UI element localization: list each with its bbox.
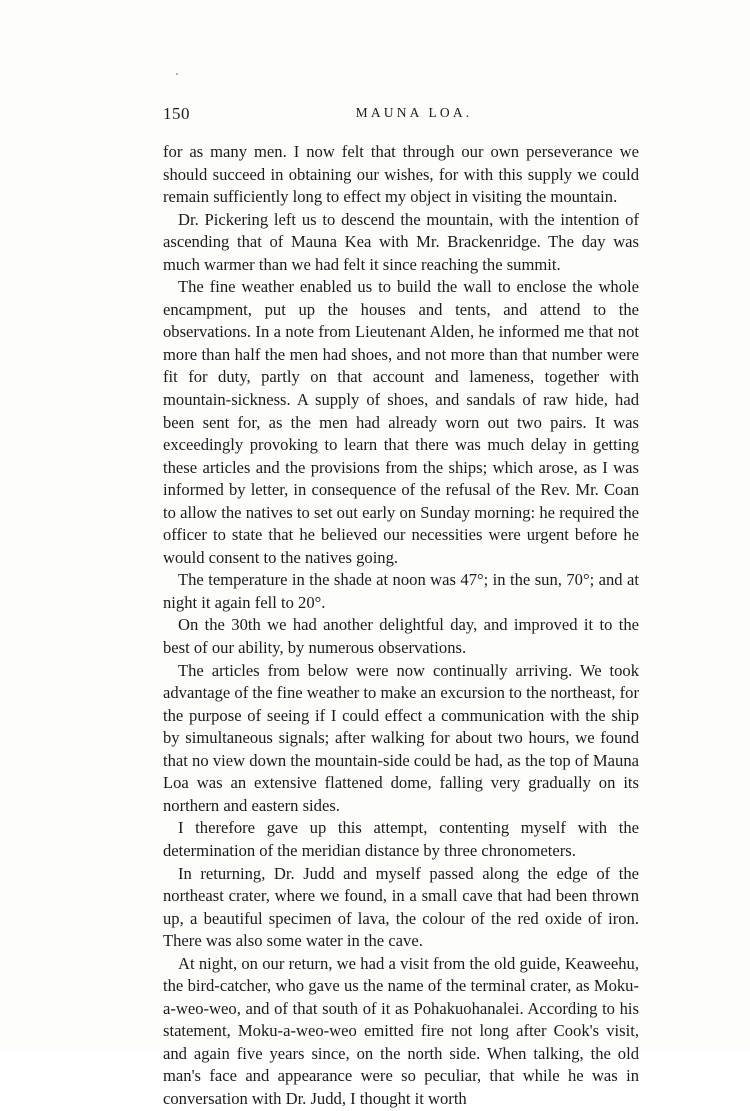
- page-header: [163, 104, 665, 128]
- paragraph: The articles from below were now continually arriving. We took advantage of the fine weather to make an excursion to the northeast, for the purpose of seeing if I could effect a communication with the ship by simultaneous signals; after walking for about two hours, we found that no view down the mountain-side could be had, as the top of Mauna Loa was an extensive flattened dome, falling very gradually on its northern and eastern sides.: [163, 660, 639, 815]
- paragraph: The fine weather enabled us to build the wall to enclose the whole encampment, put up the houses and tents, and attend to the observations. In a note from Lieutenant Alden, he informed me that not more than half the men had shoes, and not more than that number were fit for duty, partly on that account and lameness, together with mountain-sickness. A supply of shoes, and sandals of raw hide, had been sent for, as the men had already worn out two pairs. It was exceedingly provoking to learn that there was much delay in getting these articles and the provisions from the ships; which arose, as I was informed by letter, in consequence of the refusal of the Rev. Mr. Coan to allow the natives to set out early on Sunday morning: he required the officer to state that he believed our necessities were urgent before he would consent to the natives going.: [163, 277, 639, 567]
- paragraph: At night, on our return, we had a visit from the old guide, Keaweehu, the bird-catcher, who gave us the name of the terminal crater, as Moku-a-weo-weo, and of that south of it as Pohakuohanalei. According to his statement, Moku-a-weo-weo emitted fire not long after Cook's visit, and again five years since, on the north side. When talking, the old man's face and appearance were so peculiar, that while he was in conversation with Dr. Judd, I thought it worth: [163, 953, 639, 1108]
- page-number: 150: [163, 104, 190, 123]
- paragraph: Dr. Pickering left us to descend the mountain, with the intention of ascending that of Mauna Kea with Mr. Brackenridge. The day was much warmer than we had felt it since reaching the summit.: [163, 209, 639, 274]
- paragraph: for as many men. I now felt that through our own perseverance we should succeed in obtaining our wishes, for with this supply we could remain sufficiently long to effect my object in visiting the mountain.: [163, 142, 639, 207]
- paragraph: The temperature in the shade at noon was 47°; in the sun, 70°; and at night it again fell to 20°.: [163, 570, 639, 612]
- paragraph: I therefore gave up this attempt, contenting myself with the determination of the meridian distance by three chronometers.: [163, 818, 639, 860]
- paragraph: In returning, Dr. Judd and myself passed along the edge of the northeast crater, where we found, in a small cave that had been thrown up, a beautiful specimen of lava, the colour of the red oxide of iron. There was also some water in the cave.: [163, 863, 639, 951]
- running-head: MAUNA LOA.: [355, 105, 473, 120]
- body-text: [163, 141, 639, 1111]
- paragraph: On the 30th we had another delightful day, and improved it to the best of our ability, by numerous observations.: [163, 615, 639, 658]
- paper-speck: [176, 73, 178, 75]
